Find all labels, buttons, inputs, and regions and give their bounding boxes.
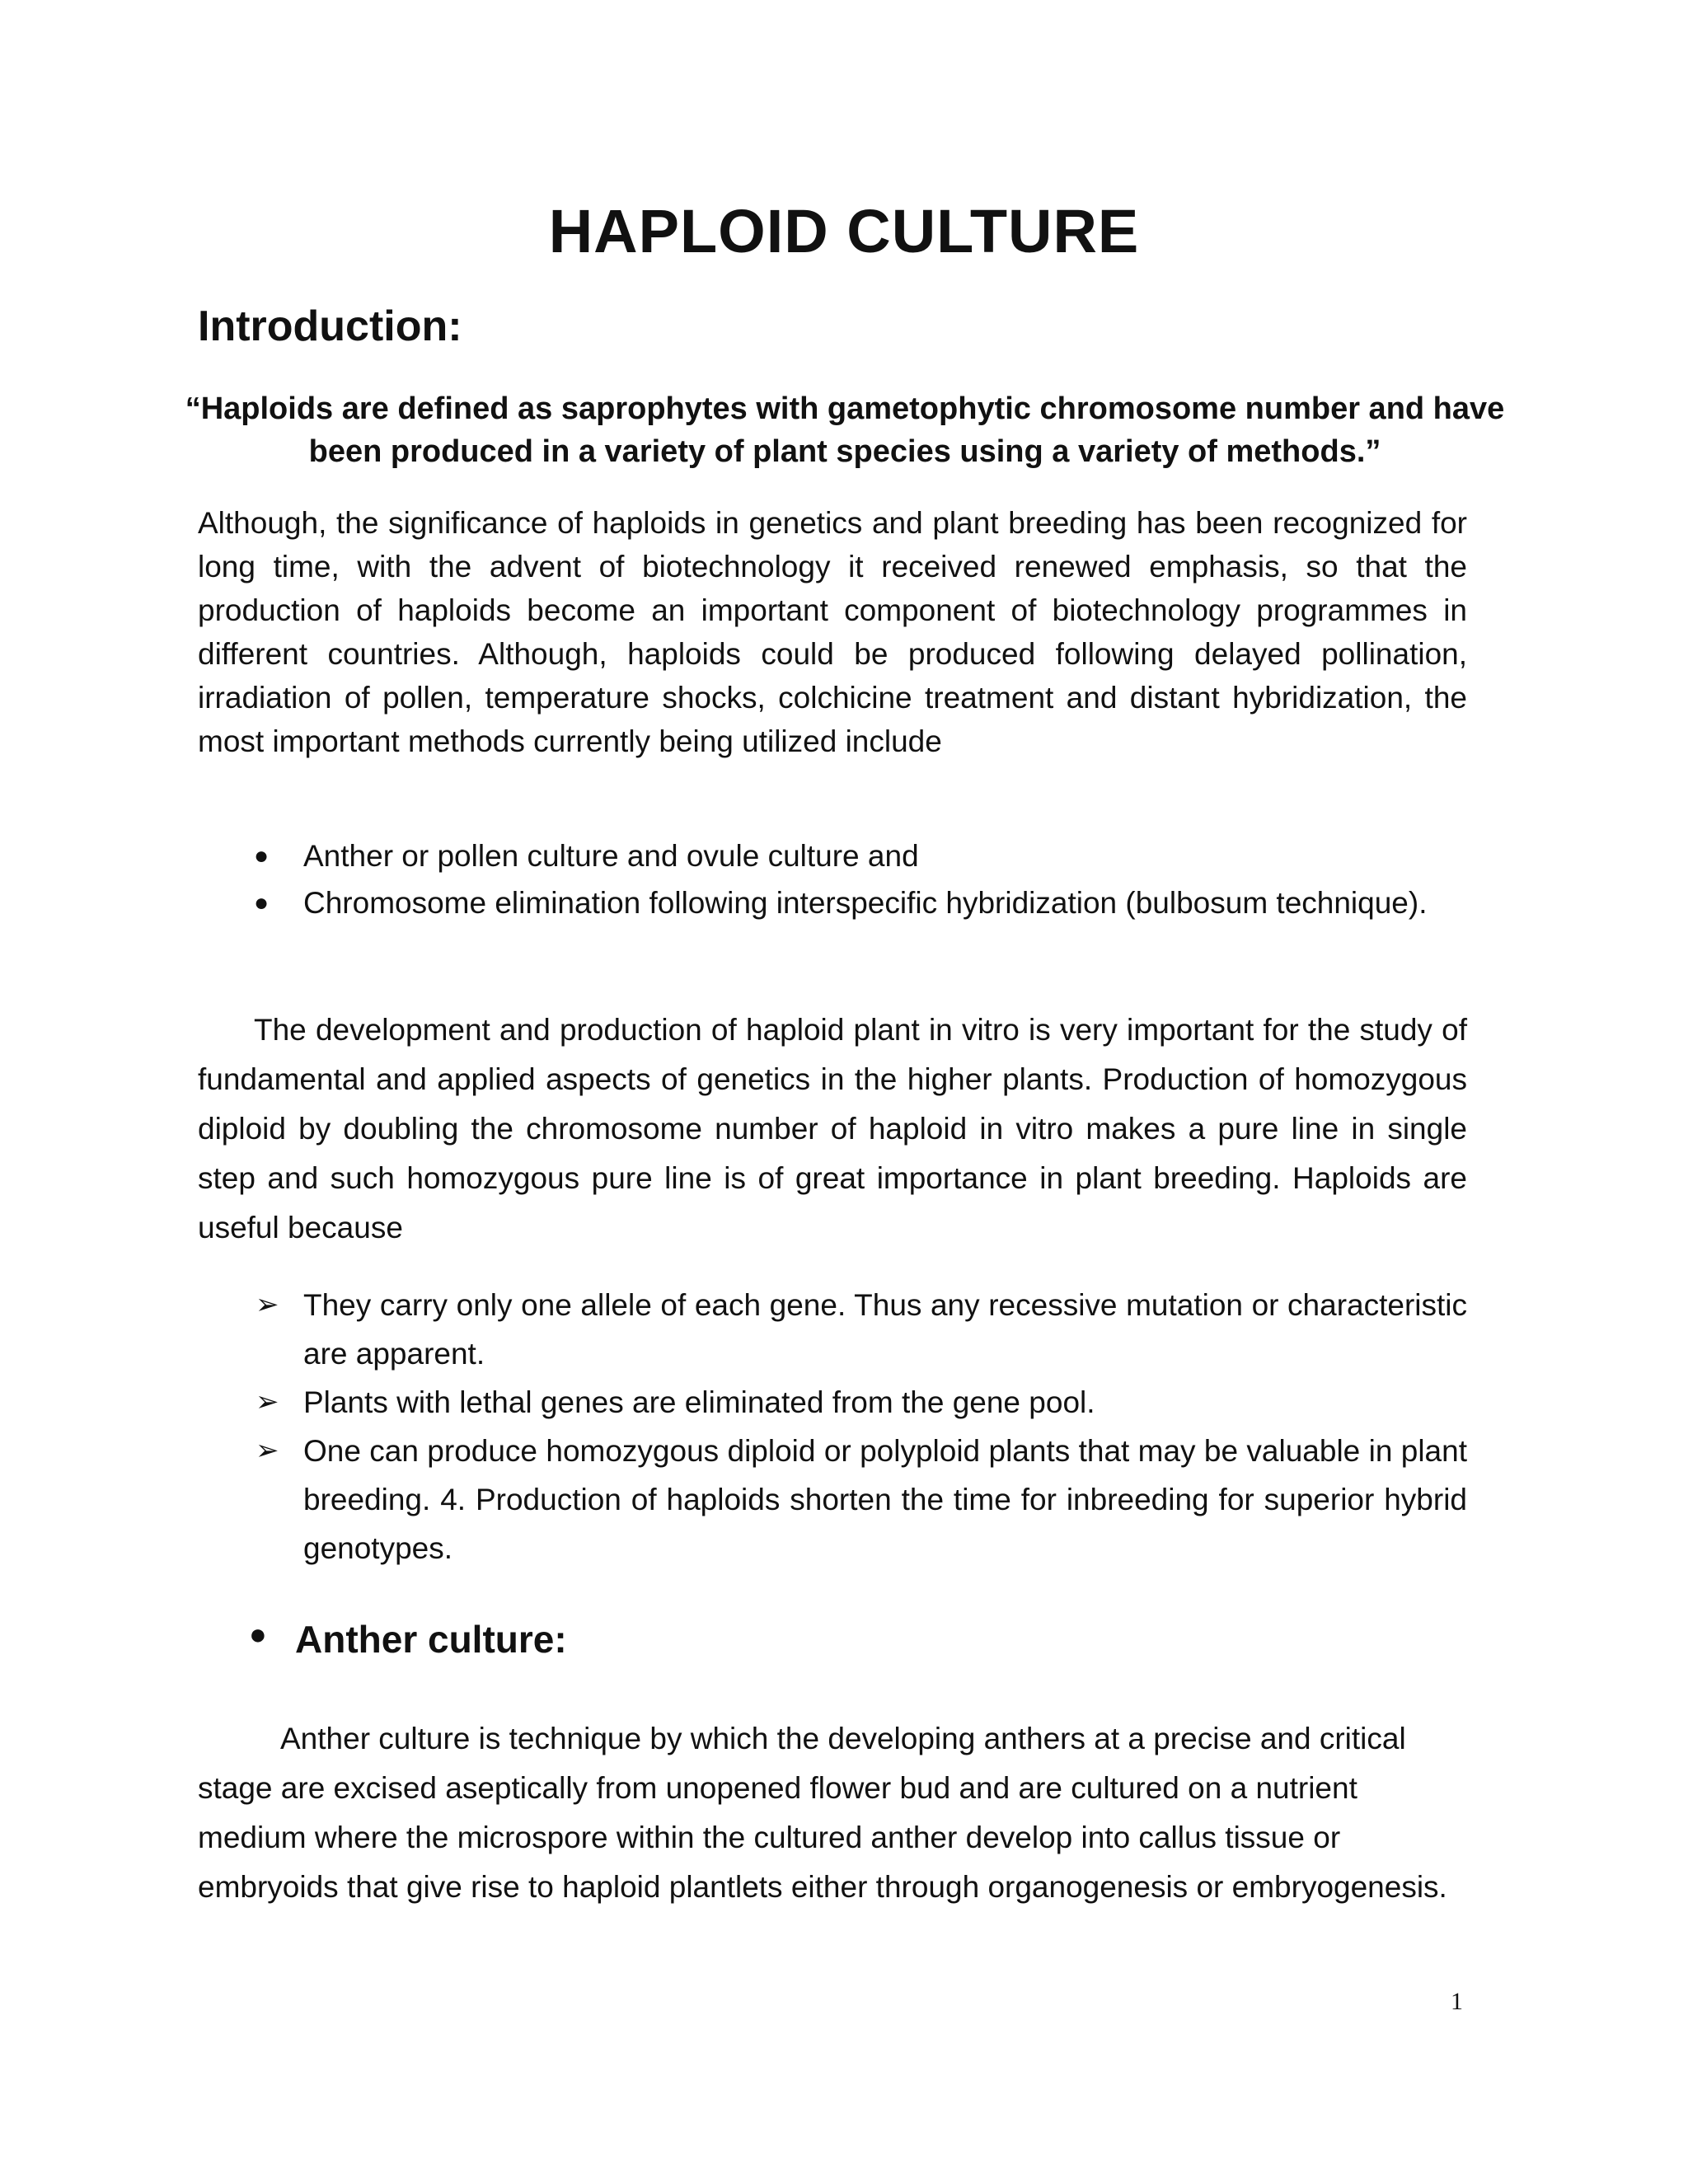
introduction-heading: Introduction: bbox=[198, 302, 462, 350]
list-item-text: They carry only one allele of each gene. Thus any recessive mutation or characteristic are apparent. bbox=[303, 1288, 1467, 1371]
list-item bbox=[198, 1427, 1467, 1572]
list-item-text: Anther or pollen culture and ovule culture and bbox=[303, 839, 919, 873]
anther-culture-paragraph: Anther culture is technique by which the developing anthers at a precise and critical stage are excised aseptically from unopened flower bud and are cultured on a nutrient medium where the microspore within the cultured anther develop into callus tissue or embryoids that give rise to haploid plantlets either through organogenesis or embryogenesis. bbox=[198, 1722, 1447, 1904]
usefulness-list bbox=[198, 1281, 1467, 1572]
bullet-icon: ● bbox=[249, 1617, 267, 1651]
list-item-text: Plants with lethal genes are eliminated from the gene pool. bbox=[303, 1385, 1095, 1419]
list-item bbox=[198, 834, 1467, 878]
list-item-text: One can produce homozygous diploid or polyploid plants that may be valuable in plant breeding. 4. Production of haploids shorten the time for inbreeding for superior hybrid genotypes. bbox=[303, 1434, 1467, 1565]
bullet-icon: ● bbox=[254, 889, 270, 916]
list-item bbox=[198, 1378, 1467, 1427]
list-item bbox=[198, 881, 1467, 925]
bullet-icon: ● bbox=[254, 842, 270, 869]
page-title: HAPLOID CULTURE bbox=[548, 197, 1140, 265]
anther-culture-heading bbox=[198, 1617, 567, 1661]
arrow-bullet-icon: ➢ bbox=[256, 1386, 279, 1418]
methods-list bbox=[198, 834, 1467, 928]
development-paragraph: The development and production of haploid plant in vitro is very important for the study of fundamental and applied aspects of genetics in the higher plants. Production of homozygous diploid by doubling the chromosome number of haploid in vitro makes a pure line in single step and such homozygous pure line is of great importance in plant breeding. Haploids are useful because bbox=[198, 1013, 1467, 1244]
arrow-bullet-icon: ➢ bbox=[256, 1289, 279, 1320]
list-item bbox=[198, 1281, 1467, 1378]
anther-culture-heading-text: Anther culture: bbox=[295, 1618, 567, 1661]
arrow-bullet-icon: ➢ bbox=[256, 1435, 279, 1466]
intro-paragraph: Although, the significance of haploids in genetics and plant breeding has been recognized for long time, with the advent of biotechnology it received renewed emphasis, so that the production of haploids become an important component of biotechnology programmes in different countries. Although, haploids could be produced following delayed pollination, irradiation of pollen, temperature shocks, colchicine treatment and distant hybridization, the most important methods currently being utilized include bbox=[198, 506, 1467, 758]
page-number: 1 bbox=[1451, 1988, 1463, 2015]
definition-quote: “Haploids are defined as saprophytes with gametophytic chromosome number and have been produced in a variety of plant species using a variety of methods.” bbox=[185, 391, 1505, 469]
list-item-text: Chromosome elimination following interspecific hybridization (bulbosum technique). bbox=[303, 886, 1428, 920]
